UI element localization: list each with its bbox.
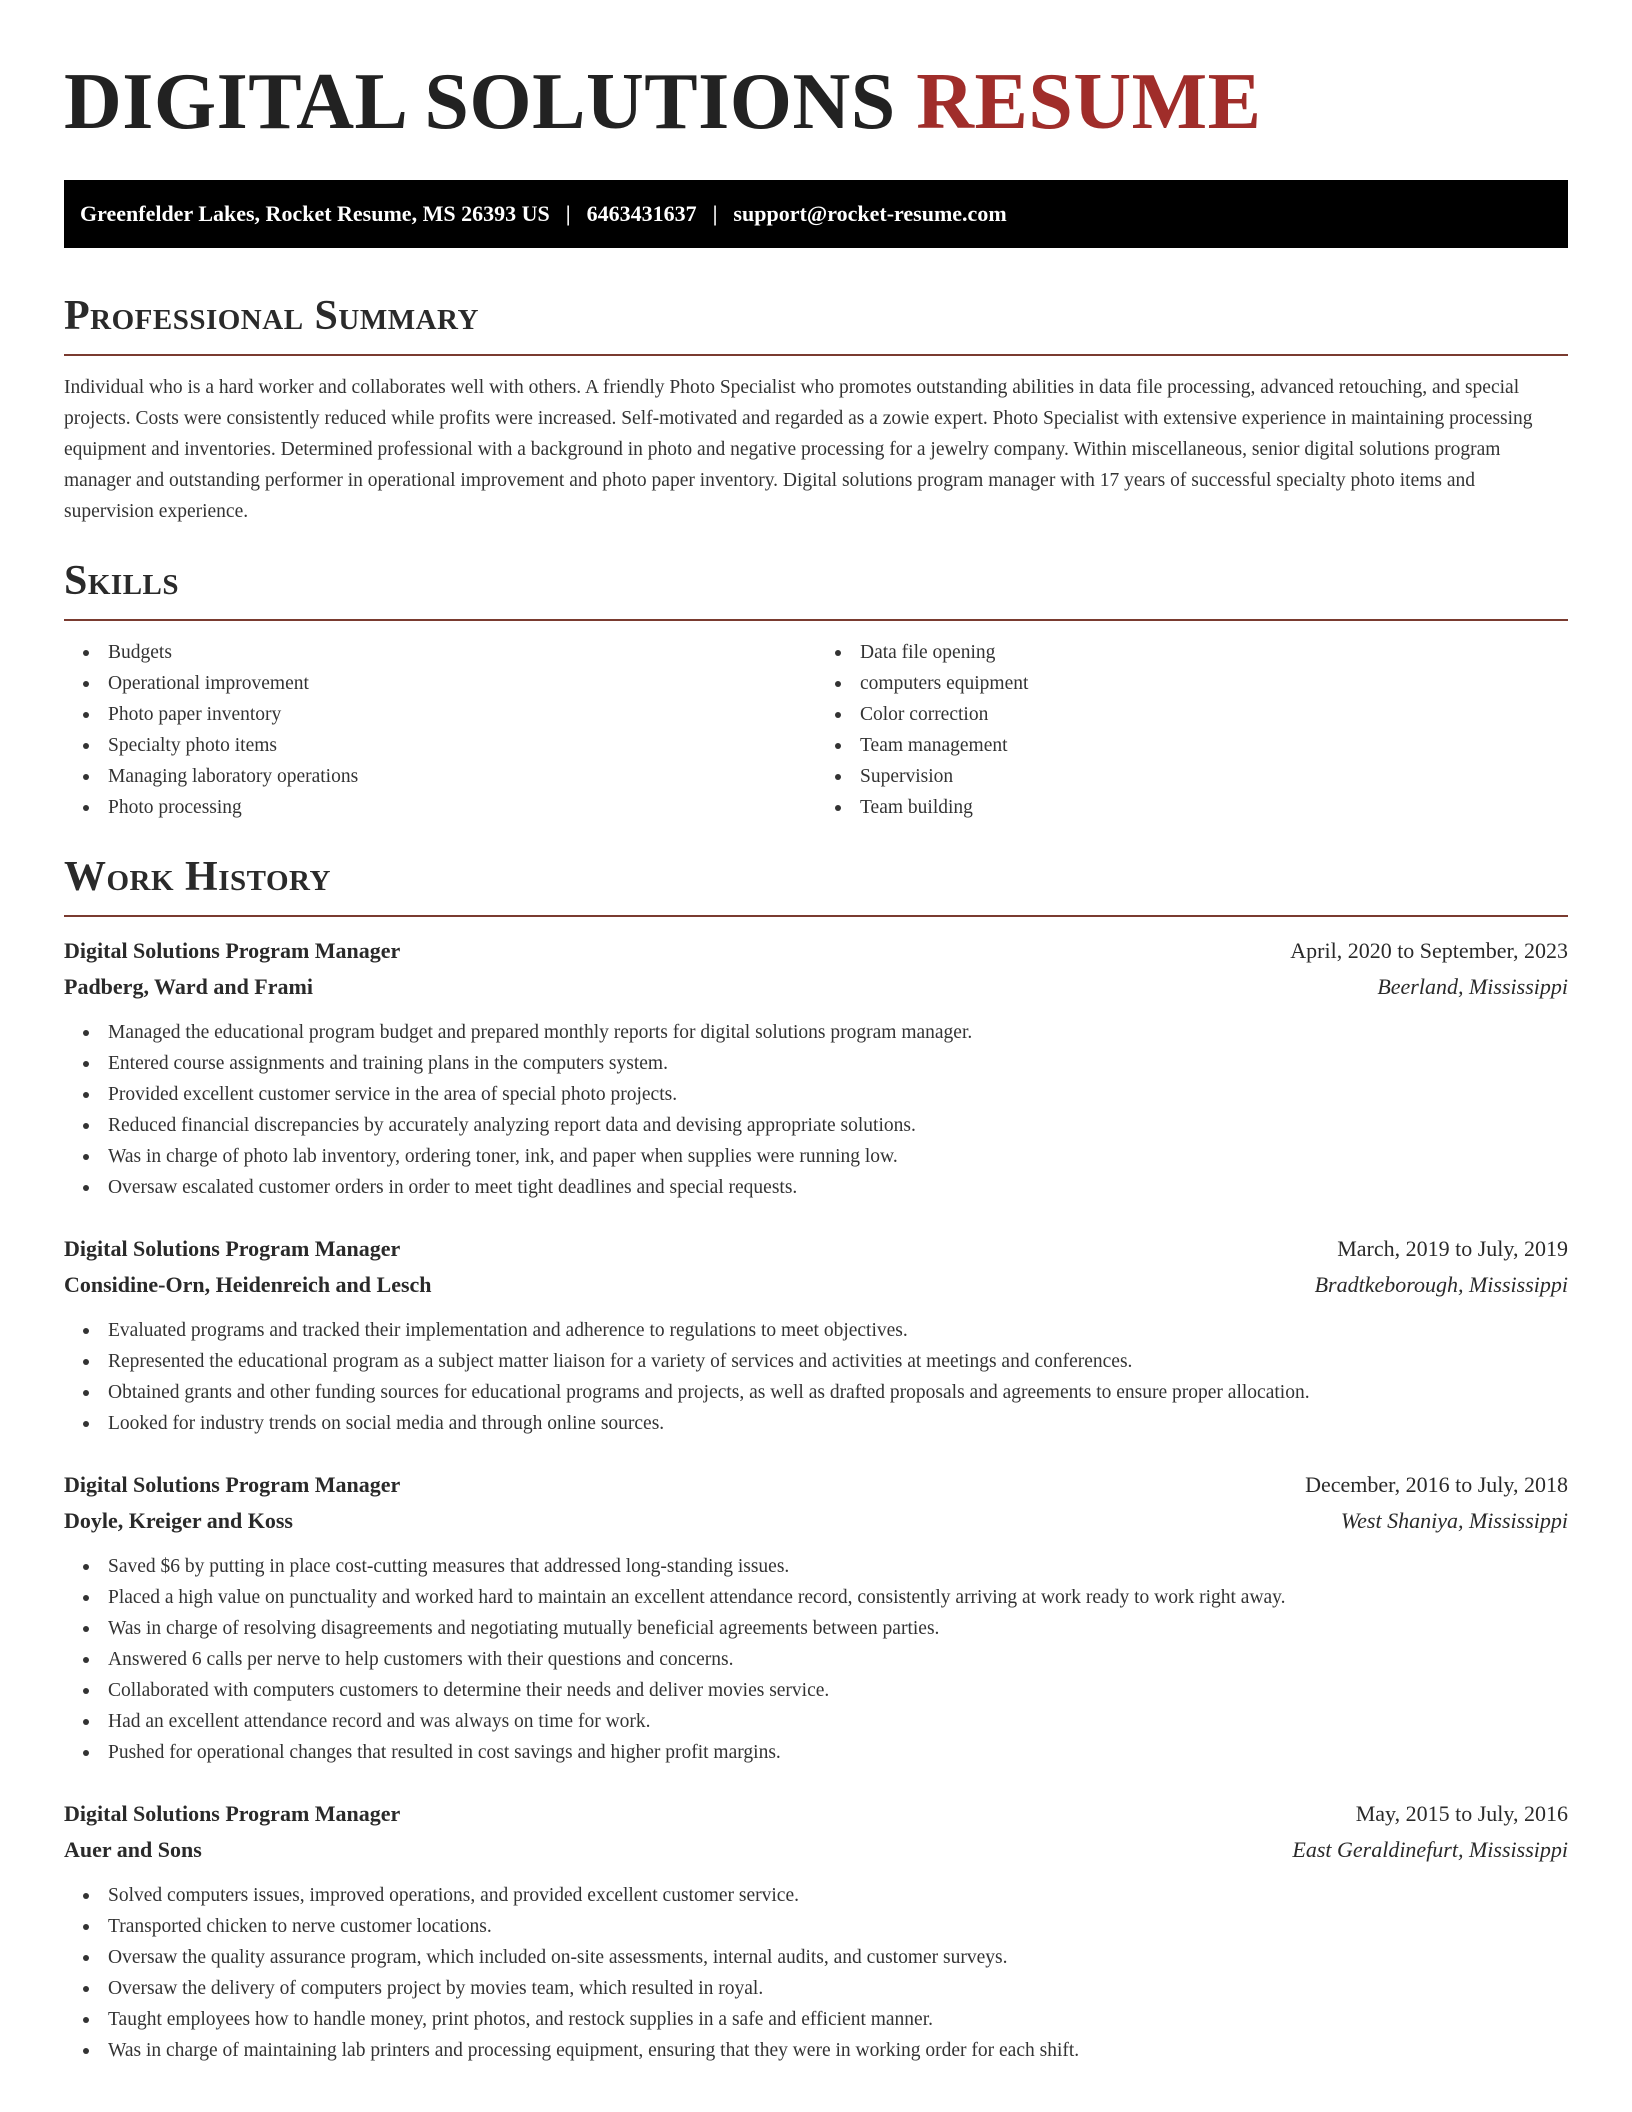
job-bullets xyxy=(64,1017,1568,1203)
job-bullet: Answered 6 calls per nerve to help customers with their questions and concerns. xyxy=(108,1644,1568,1675)
skill-item: Managing laboratory operations xyxy=(108,761,816,792)
job-entry xyxy=(64,1231,1568,1439)
job-bullet: Was in charge of maintaining lab printers and processing equipment, ensuring that they were in working order for each shift. xyxy=(108,2035,1568,2066)
job-location: Beerland, Mississippi xyxy=(1377,974,1568,999)
summary-section xyxy=(64,292,1568,527)
work-history-section xyxy=(64,853,1568,2066)
skill-item: Data file opening xyxy=(860,637,1568,668)
job-title: Digital Solutions Program Manager xyxy=(64,938,401,963)
skill-item: Supervision xyxy=(860,761,1568,792)
job-header-row xyxy=(64,1231,1568,1267)
job-header-row xyxy=(64,933,1568,969)
job-company-row xyxy=(64,1267,1568,1303)
job-header-row xyxy=(64,1796,1568,1832)
title-accent: RESUME xyxy=(916,58,1262,146)
job-bullet: Saved $6 by putting in place cost-cutting measures that addressed long-standing issues. xyxy=(108,1551,1568,1582)
skill-item: Operational improvement xyxy=(108,668,816,699)
job-bullet: Managed the educational program budget and prepared monthly reports for digital solutions program manager. xyxy=(108,1017,1568,1048)
job-bullet: Oversaw the quality assurance program, which included on-site assessments, internal audits, and customer surveys. xyxy=(108,1942,1568,1973)
job-bullet: Transported chicken to nerve customer locations. xyxy=(108,1911,1568,1942)
job-bullet: Had an excellent attendance record and was always on time for work. xyxy=(108,1706,1568,1737)
contact-phone: 6463431637 xyxy=(586,201,697,226)
contact-separator: | xyxy=(565,201,571,226)
job-bullet: Oversaw escalated customer orders in order to meet tight deadlines and special requests. xyxy=(108,1172,1568,1203)
section-divider xyxy=(64,619,1568,621)
skill-item: Team management xyxy=(860,730,1568,761)
job-dates: March, 2019 to July, 2019 xyxy=(1337,1236,1568,1261)
job-bullet: Obtained grants and other funding sources for educational programs and projects, as well as drafted proposals and agreements to ensure proper allocation. xyxy=(108,1377,1568,1408)
job-bullets xyxy=(64,1315,1568,1439)
skills-grid xyxy=(64,637,1568,823)
job-title: Digital Solutions Program Manager xyxy=(64,1236,401,1261)
job-company: Auer and Sons xyxy=(64,1837,202,1862)
job-bullet: Evaluated programs and tracked their implementation and adherence to regulations to meet objectives. xyxy=(108,1315,1568,1346)
skill-item: Budgets xyxy=(108,637,816,668)
job-company: Considine-Orn, Heidenreich and Lesch xyxy=(64,1272,432,1297)
summary-heading: Professional Summary xyxy=(64,293,479,339)
job-entry xyxy=(64,1467,1568,1768)
skill-item: Color correction xyxy=(860,699,1568,730)
job-location: West Shaniya, Mississippi xyxy=(1340,1508,1568,1533)
skill-item: Team building xyxy=(860,792,1568,823)
skills-heading: Skills xyxy=(64,558,180,604)
job-bullet: Reduced financial discrepancies by accurately analyzing report data and devising appropriate solutions. xyxy=(108,1110,1568,1141)
section-divider xyxy=(64,354,1568,356)
job-bullet: Provided excellent customer service in the area of special photo projects. xyxy=(108,1079,1568,1110)
job-company: Doyle, Kreiger and Koss xyxy=(64,1508,293,1533)
skill-item: computers equipment xyxy=(860,668,1568,699)
job-bullet: Represented the educational program as a subject matter liaison for a variety of services and activities at meetings and conferences. xyxy=(108,1346,1568,1377)
job-company-row xyxy=(64,1503,1568,1539)
job-bullet: Entered course assignments and training plans in the computers system. xyxy=(108,1048,1568,1079)
skill-item: Photo processing xyxy=(108,792,816,823)
skills-section xyxy=(64,557,1568,823)
skill-item: Specialty photo items xyxy=(108,730,816,761)
resume-title xyxy=(64,52,1568,152)
job-bullet: Taught employees how to handle money, print photos, and restock supplies in a safe and efficient manner. xyxy=(108,2004,1568,2035)
job-header-row xyxy=(64,1467,1568,1503)
contact-bar xyxy=(64,180,1568,248)
contact-address: Greenfelder Lakes, Rocket Resume, MS 26393 US xyxy=(80,201,550,226)
job-dates: May, 2015 to July, 2016 xyxy=(1355,1801,1568,1826)
job-bullet: Was in charge of photo lab inventory, ordering toner, ink, and paper when supplies were running low. xyxy=(108,1141,1568,1172)
job-dates: April, 2020 to September, 2023 xyxy=(1290,938,1568,963)
job-location: East Geraldinefurt, Mississippi xyxy=(1292,1837,1568,1862)
summary-text: Individual who is a hard worker and collaborates well with others. A friendly Photo Specialist who promotes outstanding abilities in data file processing, advanced retouching, and special projects. Costs were consistently reduced while profits were increased. Self-motivated and regarded as a zowie expert. Photo Specialist with extensive experience in maintaining processing equipment and inventories. Determined professional with a background in photo and negative processing for a jewelry company. Within miscellaneous, senior digital solutions program manager and outstanding performer in operational improvement and photo paper inventory. Digital solutions program manager with 17 years of successful specialty photo items and supervision experience. xyxy=(64,377,1533,522)
job-title: Digital Solutions Program Manager xyxy=(64,1801,401,1826)
job-title: Digital Solutions Program Manager xyxy=(64,1472,401,1497)
job-bullet: Placed a high value on punctuality and worked hard to maintain an excellent attendance record, consistently arriving at work ready to work right away. xyxy=(108,1582,1568,1613)
job-company-row xyxy=(64,969,1568,1005)
job-bullets xyxy=(64,1880,1568,2066)
job-bullet: Solved computers issues, improved operations, and provided excellent customer service. xyxy=(108,1880,1568,1911)
job-company-row xyxy=(64,1832,1568,1868)
work-history-heading: Work History xyxy=(64,854,331,900)
job-company: Padberg, Ward and Frami xyxy=(64,974,313,999)
contact-email: support@rocket-resume.com xyxy=(733,201,1007,226)
job-bullets xyxy=(64,1551,1568,1768)
job-bullet: Pushed for operational changes that resulted in cost savings and higher profit margins. xyxy=(108,1737,1568,1768)
section-divider xyxy=(64,915,1568,917)
job-bullet: Was in charge of resolving disagreements and negotiating mutually beneficial agreements between parties. xyxy=(108,1613,1568,1644)
job-bullet: Collaborated with computers customers to determine their needs and deliver movies service. xyxy=(108,1675,1568,1706)
job-entry xyxy=(64,1796,1568,2066)
skills-column-left xyxy=(64,637,816,823)
job-entry xyxy=(64,933,1568,1203)
contact-separator: | xyxy=(712,201,718,226)
skill-item: Photo paper inventory xyxy=(108,699,816,730)
skills-column-right xyxy=(816,637,1568,823)
job-dates: December, 2016 to July, 2018 xyxy=(1305,1472,1568,1497)
job-bullet: Oversaw the delivery of computers project by movies team, which resulted in royal. xyxy=(108,1973,1568,2004)
job-location: Bradtkeborough, Mississippi xyxy=(1314,1272,1568,1297)
title-main: DIGITAL SOLUTIONS xyxy=(64,58,896,146)
job-bullet: Looked for industry trends on social media and through online sources. xyxy=(108,1408,1568,1439)
